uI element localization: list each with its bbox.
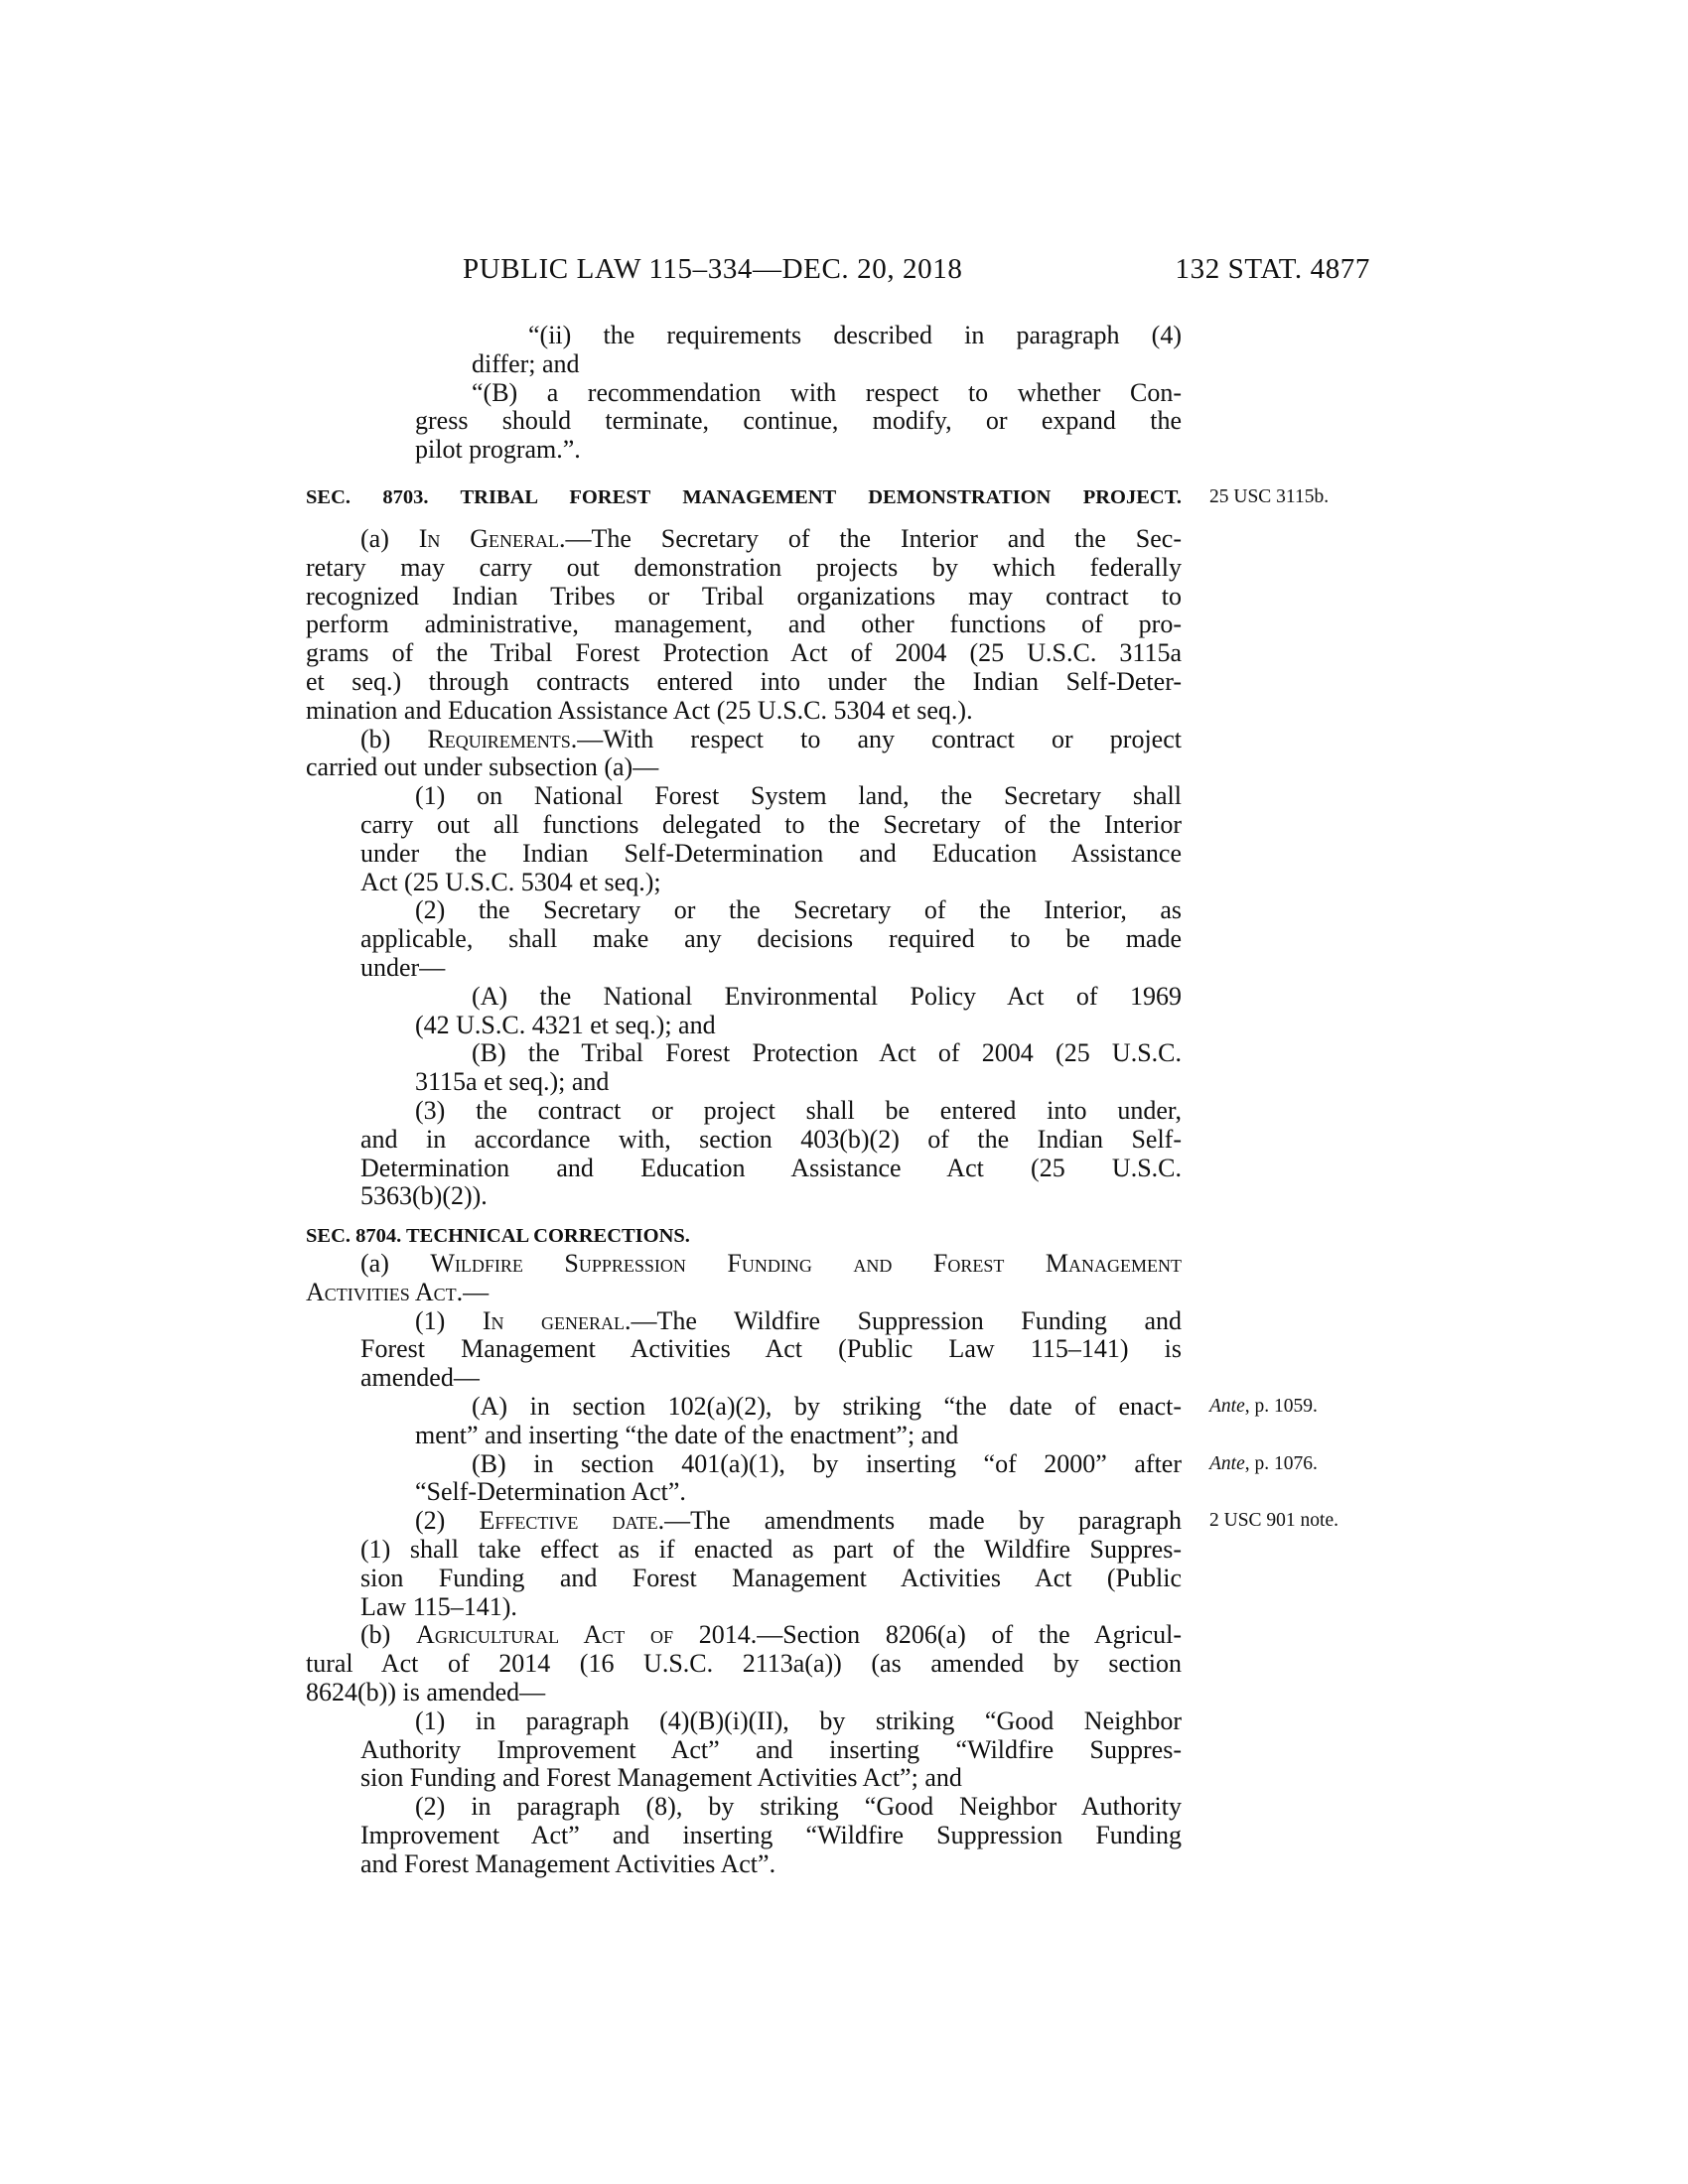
subsection-number: (b) <box>360 1620 417 1650</box>
text-line: (1) shall take effect as if enacted as part of the Wildfire Suppres- <box>360 1534 1182 1564</box>
text-line: (1) on National Forest System land, the Secretary shall <box>415 781 1182 811</box>
margin-note-italic: Ante <box>1209 1452 1245 1474</box>
paragraph-text: .—The Wildfire Suppression Funding and <box>625 1305 1182 1335</box>
section-8703-body <box>306 525 1182 1211</box>
text-line: Authority Improvement Act” and inserting “Wildfire Suppres- <box>360 1734 1182 1764</box>
text-line: (2) the Secretary or the Secretary of the Interior, as <box>415 895 1182 925</box>
text-line: Forest Management Activities Act (Public Law 115–141) is <box>360 1334 1182 1364</box>
subsection-text: .—The Secretary of the Interior and the Sec- <box>559 524 1182 553</box>
text-line: (B) the Tribal Forest Protection Act of 2004 (25 U.S.C. <box>472 1038 1182 1068</box>
margin-note-text: , p. 1076. <box>1244 1452 1318 1474</box>
text-line: under— <box>360 952 446 982</box>
text-line: grams of the Tribal Forest Protection Act of 2004 (25 U.S.C. 3115a <box>306 638 1182 668</box>
text-line: under the Indian Self-Determination and Education Assistance <box>360 838 1182 868</box>
section-8704-heading: SEC. 8704. TECHNICAL CORRECTIONS. <box>306 1225 690 1247</box>
text-line: retary may carry out demonstration projects by which federally <box>306 552 1182 582</box>
text-line: amended— <box>360 1363 480 1393</box>
page-number: 132 STAT. 4877 <box>1175 253 1370 285</box>
text-line: “(ii) the requirements described in paragraph (4) <box>528 321 1182 349</box>
text-line: carry out all functions delegated to the Secretary of the Interior <box>360 809 1182 839</box>
paragraph-text: .—The amendments made by paragraph <box>657 1506 1182 1536</box>
margin-note <box>1209 1450 1318 1479</box>
text-line: differ; and <box>472 348 580 378</box>
subsection-number: (a) <box>360 1249 431 1278</box>
text-line: and Forest Management Activities Act”. <box>360 1848 776 1878</box>
text-line: et seq.) through contracts entered into under the Indian Self-Deter- <box>306 666 1182 696</box>
text-line: applicable, shall make any decisions required to be made <box>360 924 1182 954</box>
margin-note-text: , p. 1059. <box>1244 1395 1318 1417</box>
text-line: perform administrative, management, and other functions of pro- <box>306 610 1182 639</box>
section-8703-heading <box>306 483 1330 511</box>
text-line: (42 U.S.C. 4321 et seq.); and <box>415 1010 716 1039</box>
text-line: 3115a et seq.); and <box>415 1067 610 1097</box>
subsection-number: (a) <box>360 524 419 553</box>
subsection-text: .— <box>456 1277 490 1306</box>
section-8704-body <box>306 1249 1339 1879</box>
margin-note: 25 USC 3115b. <box>1209 486 1330 507</box>
text-line: 8624(b)) is amended— <box>306 1677 546 1706</box>
text-line: and in accordance with, section 403(b)(2) of the Indian Self- <box>360 1124 1182 1154</box>
text-line: tural Act of 2014 (16 U.S.C. 2113a(a)) (as amended by section <box>306 1649 1182 1679</box>
paragraph-caption: In general <box>482 1305 626 1335</box>
paragraph-1-line <box>306 1307 1182 1336</box>
paragraph-number: (2) <box>415 1506 480 1536</box>
section-heading-text: SEC. 8703. TRIBAL FOREST MANAGEMENT DEMONSTRATION PROJECT. <box>306 486 1182 508</box>
text-line: mination and Education Assistance Act (25 U.S.C. 5304 et seq.). <box>306 695 973 725</box>
subsection-a-line <box>306 1250 1182 1279</box>
text-line: 5363(b)(2)). <box>360 1181 488 1211</box>
text-line: carried out under subsection (a)— <box>306 752 659 782</box>
subsection-b-line <box>306 1621 1182 1650</box>
margin-note <box>1209 1393 1318 1422</box>
subsection-text: .—With respect to any contract or project <box>570 724 1182 753</box>
text-line: (3) the contract or project shall be entered into under, <box>415 1095 1182 1125</box>
text-line: (2) in paragraph (8), by striking “Good Neighbor Authority <box>415 1792 1182 1822</box>
paragraph-caption: Effective date <box>479 1506 658 1536</box>
text-line <box>306 1448 1318 1479</box>
text-line: “Self-Determination Act”. <box>415 1477 686 1507</box>
margin-note: 2 USC 901 note. <box>1209 1510 1339 1532</box>
text-line: Improvement Act” and inserting “Wildfire Suppression Funding <box>360 1820 1182 1849</box>
text-line: Law 115–141). <box>360 1591 517 1621</box>
subsection-caption: Agricultural Act of <box>416 1620 673 1650</box>
subsection-caption: In General <box>418 524 560 553</box>
line-text: (A) in section 102(a)(2), by striking “the date of enact- <box>472 1391 1182 1421</box>
text-line: sion Funding and Forest Management Activities Act (Public <box>360 1563 1182 1592</box>
subsection-a-caption-line <box>306 1279 1182 1307</box>
text-line: gress should terminate, continue, modify, or expand the <box>415 406 1182 436</box>
text-line: “(B) a recommendation with respect to whether Con- <box>472 377 1182 407</box>
subsection-caption: Requirements <box>427 724 571 753</box>
text-line: Determination and Education Assistance Act (25 U.S.C. <box>360 1153 1182 1182</box>
running-head-title: PUBLIC LAW 115–334—DEC. 20, 2018 <box>463 253 963 285</box>
text-line: (1) in paragraph (4)(B)(i)(II), by striking “Good Neighbor <box>415 1706 1182 1735</box>
subsection-text: 2014.—Section 8206(a) of the Agricul- <box>672 1620 1182 1650</box>
paragraph-number: (1) <box>415 1305 483 1335</box>
subsection-caption: Activities Act <box>306 1277 457 1306</box>
subsection-b-line <box>306 726 1182 754</box>
subsection-caption: Wildfire Suppression Funding and Forest Management <box>430 1249 1182 1278</box>
subsection-number: (b) <box>360 724 428 753</box>
text-line: recognized Indian Tribes or Tribal organizations may contract to <box>306 581 1182 611</box>
line-text: (B) in section 401(a)(1), by inserting “of 2000” after <box>472 1448 1182 1478</box>
text-line <box>306 1391 1318 1422</box>
subsection-a-line <box>306 525 1182 554</box>
margin-note-italic: Ante <box>1209 1395 1245 1417</box>
paragraph-2-line <box>306 1506 1339 1536</box>
continued-text <box>306 322 1182 465</box>
text-line: (A) the National Environmental Policy Act of 1969 <box>472 981 1182 1011</box>
text-line: sion Funding and Forest Management Activities Act”; and <box>360 1763 962 1793</box>
text-line: pilot program.”. <box>415 435 581 465</box>
text-line: Act (25 U.S.C. 5304 et seq.); <box>360 867 661 896</box>
text-line: ment” and inserting “the date of the enactment”; and <box>415 1420 959 1449</box>
